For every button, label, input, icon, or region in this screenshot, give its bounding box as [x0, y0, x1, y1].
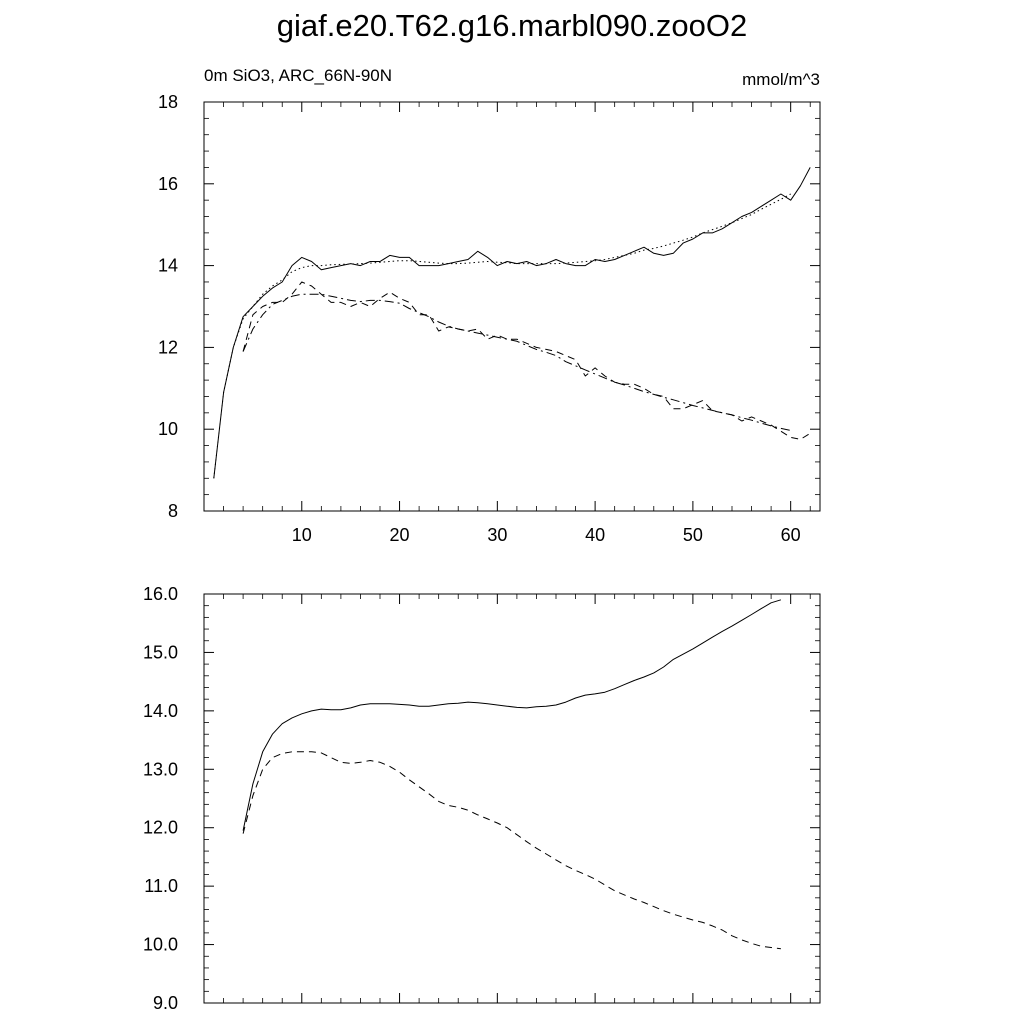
- y-tick-label: 15.0: [142, 642, 178, 663]
- plot-frame: [204, 594, 820, 1003]
- y-tick-label: 8: [167, 501, 178, 521]
- y-tick-label: 12: [157, 337, 178, 358]
- bottom-panel: [143, 584, 820, 1013]
- x-tick-label: 30: [487, 525, 508, 545]
- y-tick-label: 11.0: [144, 876, 178, 897]
- y-tick-label: 16.0: [142, 584, 178, 604]
- x-tick-label: 10: [291, 525, 312, 545]
- y-tick-label: 18: [157, 92, 178, 112]
- y-tick-label: 10.0: [142, 934, 178, 955]
- chart-subtitle-left: 0m SiO3, ARC_66N-90N: [204, 66, 393, 85]
- series-line-dotted: [214, 194, 791, 478]
- x-tick-label: 20: [389, 525, 410, 545]
- series-line-dashed: [243, 282, 810, 439]
- y-tick-label: 14.0: [142, 700, 178, 721]
- chart-title: giaf.e20.T62.g16.marbl090.zooO2: [276, 8, 748, 43]
- y-tick-label: 13.0: [142, 759, 178, 780]
- y-tick-label: 12.0: [142, 817, 178, 838]
- x-tick-label: 40: [585, 525, 606, 545]
- y-tick-label: 9.0: [152, 993, 178, 1013]
- y-tick-label: 10: [157, 419, 178, 440]
- x-tick-label: 50: [682, 525, 703, 545]
- x-tick-label: 60: [780, 525, 801, 545]
- series-line-dashed: [243, 752, 781, 949]
- y-tick-label: 14: [157, 255, 178, 276]
- series-line-solid: [214, 167, 810, 478]
- plot-frame: [204, 102, 820, 511]
- top-panel: [158, 92, 820, 545]
- y-tick-label: 16: [157, 173, 178, 194]
- series-line-dashdot: [243, 294, 791, 430]
- units-label: mmol/m^3: [742, 70, 820, 89]
- series-line-solid: [243, 600, 781, 831]
